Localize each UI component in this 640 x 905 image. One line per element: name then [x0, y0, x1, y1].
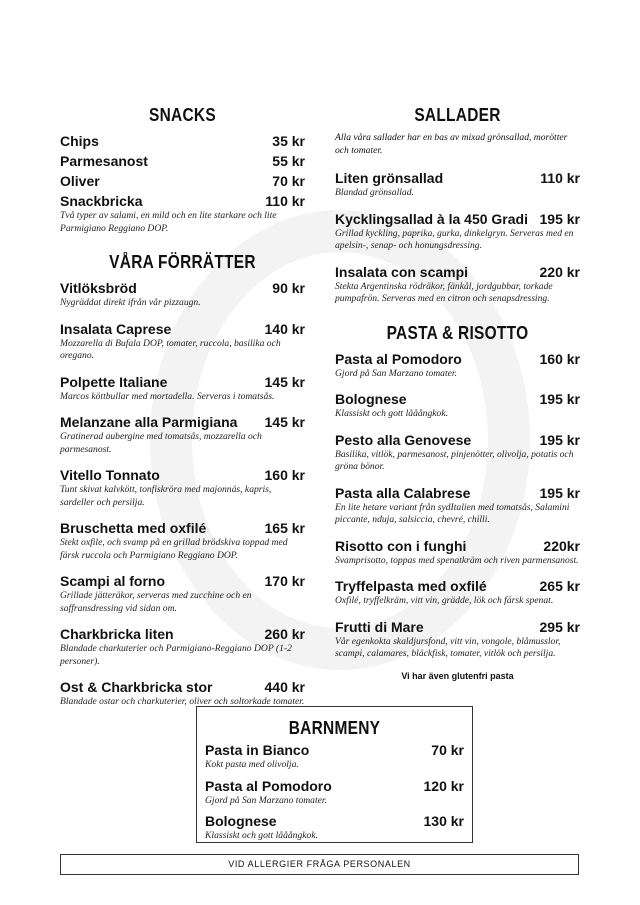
- item-description: Gjord på San Marzano tomater.: [205, 794, 327, 806]
- menu-item: [60, 625, 305, 668]
- item-price: 195 kr: [539, 431, 580, 448]
- item-name: Polpette Italiane: [60, 373, 168, 390]
- salads-title: SALLADER: [414, 105, 501, 125]
- item-name: Pesto alla Genovese: [335, 431, 472, 448]
- salads-intro: Alla våra sallader har en bas av mixad grönsallad, morötter och tomater.: [335, 132, 568, 156]
- item-name: Snackbricka: [60, 193, 143, 209]
- item-price: 195 kr: [539, 484, 580, 501]
- item-price: 195 kr: [539, 210, 580, 227]
- item-name: Ost & Charkbricka stor: [60, 679, 213, 695]
- item-price: 220kr: [543, 537, 580, 554]
- item-price: 55 kr: [272, 153, 305, 169]
- menu-item: [60, 172, 305, 190]
- item-name: Kycklingsallad à la 450 Gradi: [335, 210, 528, 227]
- item-name: Liten grönsallad: [335, 170, 444, 186]
- item-description: Svamprisotto, toppas med spenatkräm och riven parmensanost.: [335, 554, 579, 566]
- item-name: Pasta al Pomodoro: [335, 350, 462, 367]
- kids-title: BARNMENY: [288, 718, 381, 738]
- item-price: 165 kr: [264, 520, 305, 536]
- menu-item: [335, 169, 580, 200]
- item-name: Bolognese: [205, 813, 277, 829]
- menu-item: [60, 466, 305, 509]
- item-description: Klassiskt och gott lååångkok.: [335, 408, 448, 419]
- menu-item: [60, 152, 305, 170]
- starters-list: [60, 279, 305, 709]
- left-column: [60, 104, 305, 719]
- item-name: Pasta al Pomodoro: [205, 777, 332, 794]
- salads-list: [335, 169, 580, 306]
- item-price: 195 kr: [539, 391, 580, 407]
- item-price: 70 kr: [431, 742, 464, 758]
- item-name: Parmesanost: [60, 153, 148, 169]
- menu-item: [60, 192, 305, 235]
- item-price: 140 kr: [264, 320, 305, 337]
- menu-item: [60, 572, 305, 615]
- pasta-title: PASTA & RISOTTO: [386, 322, 529, 343]
- item-name: Melanzane alla Parmigiana: [60, 414, 238, 430]
- menu-item: [335, 618, 580, 661]
- item-description: Kokt pasta med olivolja.: [205, 759, 299, 770]
- gluten-free-note: Vi har även glutenfri pasta: [401, 670, 514, 681]
- item-price: 130 kr: [423, 813, 464, 829]
- item-description: Klassiskt och gott lååångkok.: [205, 830, 318, 841]
- snacks-title: SNACKS: [149, 105, 216, 125]
- item-price: 90 kr: [272, 280, 305, 296]
- item-price: 110 kr: [540, 170, 580, 186]
- item-price: 440 kr: [264, 679, 305, 695]
- menu-item: [60, 320, 305, 363]
- item-name: Pasta alla Calabrese: [335, 484, 471, 501]
- menu-item: [60, 519, 305, 562]
- item-description: Grillad kyckling, paprika, gurka, dinkelgryn. Serveras med en apelsin-, senap- och honungsdressing.: [335, 227, 574, 251]
- item-price: 265 kr: [539, 578, 580, 594]
- menu-item: [335, 350, 580, 381]
- menu-item: [60, 373, 305, 404]
- item-name: Oliver: [60, 173, 100, 189]
- right-column: [335, 104, 580, 681]
- item-description: Tunt skivat kalvkött, tonfiskröra med majonnäs, kapris, sardeller och persilja.: [60, 484, 272, 508]
- item-description: Oxfilé, tryffelkräm, vitt vin, grädde, lök och färsk spenat.: [335, 595, 554, 606]
- item-name: Risotto con i funghi: [335, 537, 467, 554]
- item-name: Vitello Tonnato: [60, 467, 160, 483]
- menu-item: [205, 777, 464, 808]
- menu-item: [335, 390, 580, 421]
- item-name: Chips: [60, 133, 99, 149]
- item-name: Pasta in Bianco: [205, 742, 310, 758]
- snacks-list: [60, 132, 305, 235]
- item-name: Vitlöksbröd: [60, 280, 137, 296]
- item-price: 120 kr: [423, 777, 464, 794]
- menu-item: [205, 812, 464, 843]
- item-description: Marcos köttbullar med mortadella. Serveras i tomatsås.: [60, 390, 275, 402]
- item-name: Insalata con scampi: [335, 263, 469, 280]
- item-price: 220 kr: [539, 263, 580, 280]
- item-price: 160 kr: [539, 350, 580, 367]
- item-description: Grillade jätteräkor, serveras med zucchine och en saffransdressing vid sidan om.: [60, 590, 252, 614]
- item-price: 110 kr: [265, 193, 305, 209]
- item-price: 145 kr: [264, 373, 305, 390]
- item-price: 70 kr: [272, 173, 305, 189]
- item-name: Bruschetta med oxfilé: [60, 520, 207, 536]
- starters-title: VÅRA FÖRRÄTTER: [109, 252, 256, 272]
- menu-item: [60, 678, 305, 709]
- pasta-list: [335, 350, 580, 661]
- item-name: Tryffelpasta med oxfilé: [335, 578, 487, 594]
- item-name: Insalata Caprese: [60, 320, 172, 337]
- item-description: Stekta Argentinska rödräkor, fänkål, jordgubbar, torkade pumpafrön. Serveras med en citron och senapsdressing.: [335, 280, 553, 304]
- menu-item: [60, 279, 305, 310]
- allergy-notice: VID ALLERGIER FRÅGA PERSONALEN: [60, 854, 579, 875]
- menu-item: [335, 263, 580, 306]
- item-description: En lite hetare variant från sydItalien med tomatsås, Salamini piccante, nduja, salsiccia, chevré, chilli.: [335, 501, 570, 525]
- item-description: Basilika, vitlök, parmesanost, pinjenötter, olivolja, potatis och gröna bönor.: [335, 448, 574, 472]
- item-name: Charkbricka liten: [60, 626, 174, 642]
- item-description: Vår egenkokta skaldjursfond, vitt vin, vongole, blåmusslor, scampi, calamares, bläckfisk, tomater, vitlök och persilja.: [335, 635, 561, 659]
- item-description: Stekt oxfile, och svamp på en grillad brödskiva toppad med färsk ruccola och Parmigiano Reggiano DOP.: [60, 537, 288, 561]
- menu-item: [60, 132, 305, 150]
- item-description: Blandade charkuterier och Parmigiano-Reggiano DOP (1-2 personer).: [60, 643, 292, 667]
- item-price: 260 kr: [264, 626, 305, 642]
- item-price: 295 kr: [539, 618, 580, 635]
- item-name: Frutti di Mare: [335, 618, 424, 635]
- item-description: Gratinerad aubergine med tomatsås, mozzarella och parmesanost.: [60, 431, 262, 455]
- menu-item: [335, 210, 580, 253]
- item-price: 35 kr: [272, 133, 305, 149]
- menu-item: [335, 484, 580, 527]
- item-name: Scampi al forno: [60, 573, 166, 589]
- item-description: Gjord på San Marzano tomater.: [335, 367, 457, 379]
- item-name: Bolognese: [335, 391, 407, 407]
- item-price: 145 kr: [264, 414, 305, 430]
- item-description: Två typer av salami, en mild och en lite starkare och lite Parmigiano Reggiano DOP.: [60, 210, 277, 234]
- item-price: 160 kr: [264, 467, 305, 483]
- menu-item: [335, 577, 580, 608]
- item-description: Mozzarella di Bufala DOP, tomater, ruccola, basilika och oregano.: [60, 337, 281, 361]
- menu-item: [335, 431, 580, 474]
- menu-item: [60, 413, 305, 456]
- item-description: Nygräddat direkt ifrån vår pizzaugn.: [60, 297, 201, 308]
- kids-menu-box: [196, 706, 473, 843]
- item-description: Blandade ostar och charkuterier, oliver och soltorkade tomater.: [60, 696, 305, 707]
- menu-item: [205, 741, 464, 772]
- menu-item: [335, 537, 580, 568]
- item-description: Blandad grönsallad.: [335, 187, 414, 198]
- item-price: 170 kr: [264, 573, 305, 589]
